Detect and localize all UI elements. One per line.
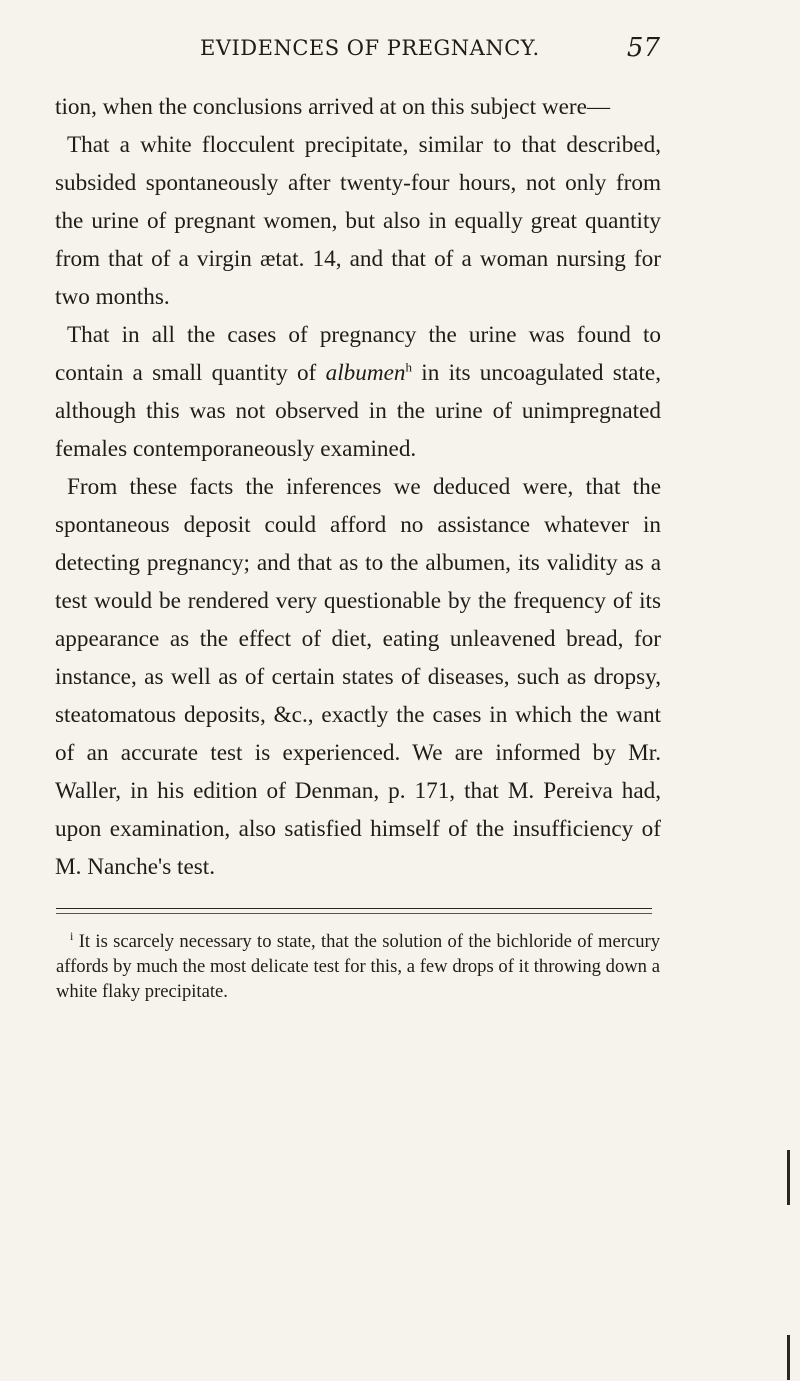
paragraph-continuation: tion, when the conclusions arrived at on this subject were— <box>55 94 611 120</box>
paragraph-inferences: From these facts the inferences we deduced were, that the spontaneous deposit could afford no assistance whatever in detecting pregnancy; and that as to the albumen, its validity as a test would be rendered very questionable by the frequency of its appearance as the effect of diet, eating unleavened bread, for instance, as well as of certain states of diseases, such as dropsy, steatomatous deposits, &c., exactly the cases in which the want of an accurate test is experienced. We are informed by Mr. Waller, in his edition of Denman, p. 171, that M. Pereiva had, upon examination, also satisfied himself of the insufficiency of M. Nanche's test. <box>55 474 661 880</box>
footnote <box>56 929 660 1004</box>
running-title: EVIDENCES OF PREGNANCY. <box>200 36 540 60</box>
albumen-text-after: in its uncoagulated state, although this was not observed in the urine of unimpregnated females contemporaneously examined. <box>55 360 662 462</box>
footnote-divider-secondary <box>56 913 652 914</box>
body-text <box>55 88 661 886</box>
albumen-term: albumen <box>325 360 406 386</box>
footnote-divider <box>56 908 652 909</box>
paragraph-albumen <box>55 316 661 468</box>
page-edge-mark-lower <box>787 1335 790 1380</box>
footnote-reference: h <box>405 359 412 375</box>
paragraph-precipitate: That a white flocculent precipitate, similar to that described, subsided spontaneously after twenty-four hours, not only from the urine of pregnant women, but also in equally great quantity from that of a virgin ætat. 14, and that of a woman nursing for two months. <box>55 132 661 310</box>
page-edge-mark <box>787 1150 790 1205</box>
footnote-text: It is scarcely necessary to state, that the solution of the bichloride of mercury affords by much the most delicate test for this, a few drops of it throwing down a white flaky precipitate. <box>56 931 660 1002</box>
footnote-marker: i <box>70 928 74 943</box>
running-head <box>120 33 680 73</box>
page-number: 57 <box>626 33 660 63</box>
albumen-text-before: That in all the cases of pregnancy the urine was found to contain a small quantity of <box>55 322 661 386</box>
